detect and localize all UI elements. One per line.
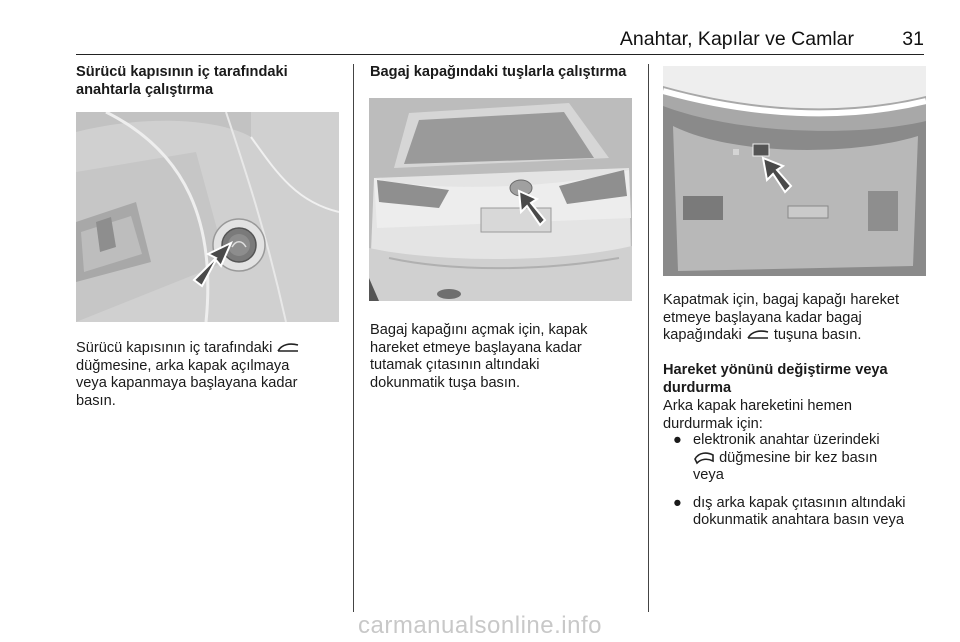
col2-body: Bagaj kapağını açmak için, kapak hareket etmeye başlayana kadar tutamak çıtasının altındaki dokunmatik tuşa basın.: [370, 322, 588, 391]
column-divider-2: [648, 64, 649, 612]
bullet-item: ● elektronik anahtar üzerindeki düğmesine bir kez basın veya: [673, 432, 880, 483]
col1-body: Sürücü kapısının iç tarafındaki düğmesine, arka kapak açılmaya veya kapanmaya başlayana kadar basın.: [76, 340, 346, 410]
column-divider-1: [353, 64, 354, 612]
tailgate-switch-icon: [746, 328, 770, 342]
tailgate-exterior-illustration: [369, 98, 632, 301]
door-switch-illustration: [76, 112, 339, 322]
bullet-item: ● dış arka kapak çıtasının altındaki dokunmatik anahtara basın veya: [673, 494, 906, 528]
col2-heading: Bagaj kapağındaki tuşlarla çalıştırma: [370, 64, 627, 80]
watermark: carmanualsonline.info: [358, 612, 602, 639]
tailgate-interior-illustration: [663, 66, 926, 276]
col3-subheading: Hareket yönünü değiştirme veya durdurma: [663, 362, 888, 396]
page-number: 31: [902, 28, 924, 50]
key-fob-tailgate-icon: [693, 450, 715, 465]
tailgate-switch-icon: [276, 341, 300, 355]
bullet-dot: ●: [673, 494, 682, 511]
col3-intro: Arka kapak hareketini hemen durdurmak için:: [663, 398, 853, 432]
col3-bullets: [663, 432, 933, 530]
section-title: Anahtar, Kapılar ve Camlar: [619, 28, 854, 50]
col1-heading: Sürücü kapısının iç tarafındaki anahtarla çalıştırma: [76, 64, 288, 98]
col3-body: Kapatmak için, bagaj kapağı hareket etmeye başlayana kadar bagaj kapağındaki tuşuna basın.: [663, 292, 900, 343]
bullet-dot: ●: [673, 432, 682, 448]
page-header: [76, 28, 924, 55]
